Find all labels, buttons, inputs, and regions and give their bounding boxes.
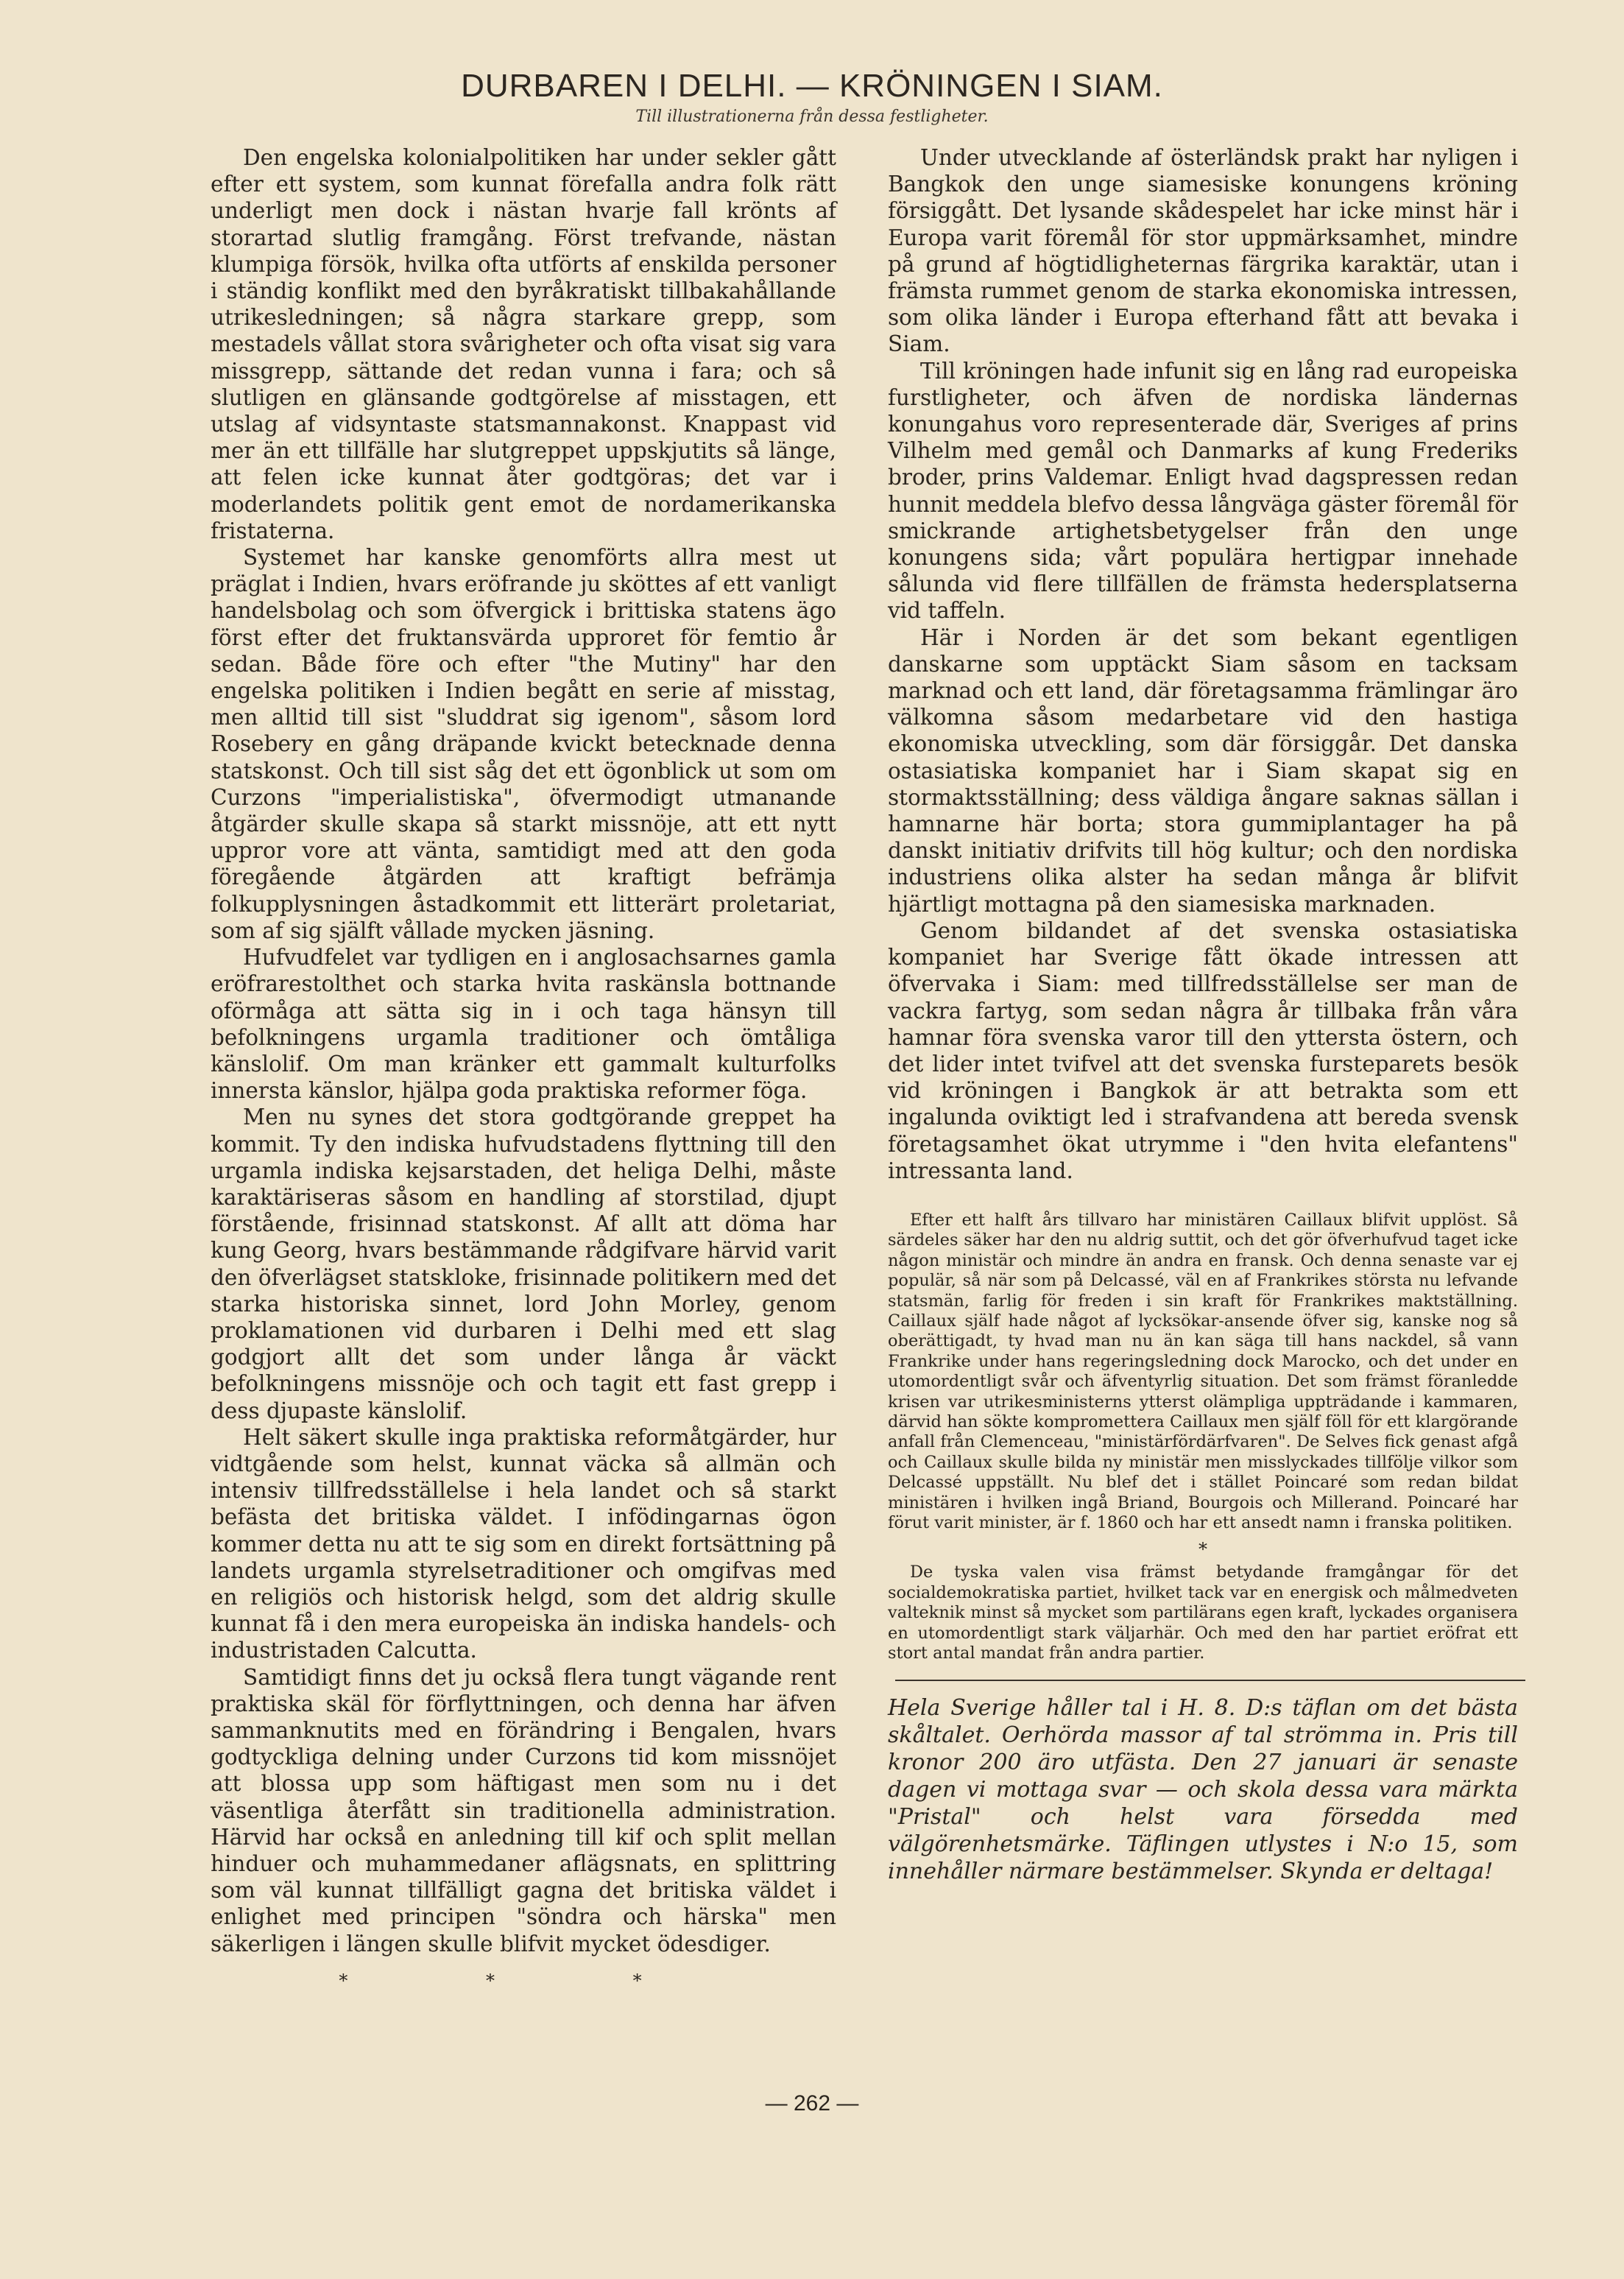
right-paragraph-3: Här i Norden är det som bekant egentligen danskarne som upptäckt Siam såsom en tacksam marknad och ett land, där företagsamma främlingar äro välkomna såsom medarbetare vid den hastiga ekonomiska utveckling, som där försiggår. Det danska ostasiatiska kompaniet har i Siam skapat sig en stormaktsställning; dess väldiga ångare saknas sällan i hamnarne här borta; stora gummiplantager ha på danskt initiativ drifvits till hög kultur; och den nordiska industriens olika alster ha sedan många år blifvit hjärtligt mottagna på den siamesiska marknaden. (888, 624, 1518, 917)
left-paragraph-3: Hufvudfelet var tydligen en i anglosachsarnes gamla eröfrarestolthet och starka hvita raskänsla bottnande oförmåga att sätta sig in i och taga hänsyn till befolkningens urgamla traditioner och ömtåliga känslolif. Om man kränker ett gammalt kulturfolks innersta känslor, hjälpa goda praktiska reformer föga. (211, 945, 836, 1104)
divider-rule (895, 1680, 1525, 1681)
left-paragraph-5: Helt säkert skulle inga praktiska reformåtgärder, hur vidtgående som helst, kunnat väcka så allmän och intensiv tillfredsställelse i hela landet och så starkt befästa det britiska väldet. I infödingarnas ögon kommer detta nu att te sig som en direkt fortsättning på landets urgamla styrelsetraditioner och omgifvas med en religiös och historisk helgd, som det aldrig skulle kunnat få i den mera europeiska än indiska handels- och industristaden Calcutta. (211, 1424, 836, 1663)
right-paragraph-2: Till kröningen hade infunit sig en lång rad europeiska furstligheter, och äfven de nordiska ländernas konungahus voro representerade där, Sveriges af prins Vilhelm med gemål och Danmarks af kung Frederiks broder, prins Valdemar. Enligt hvad dagspressen redan hunnit meddela blefvo dessa långväga gäster föremål för smickrande artighetsbetygelser från den unge konungens sida; vårt populära hertigpar innehade sålunda vid flere tillfällen de främsta hedersplatserna vid taffeln. (888, 358, 1518, 624)
left-paragraph-4: Men nu synes det stora godtgörande greppet ha kommit. Ty den indiska hufvudstadens flyttning till den urgamla indiska kejsarstaden, det heliga Delhi, måste karaktäriseras såsom en handling af storstilad, djupt förstående, frisinnad statskonst. Af allt att döma har kung Georg, hvars bestämmande rådgifvare härvid varit den öfverlägset statskloke, frisinnade politikern med det starka historiska sinnet, lord John Morley, genom proklamationen vid durbaren i Delhi med ett slag godgjort allt det som under långa år väckt befolkningens missnöje och och tagit ett fast grepp i dess djupaste känslolif. (211, 1105, 836, 1423)
note-german-elections: De tyska valen visa främst betydande framgångar för det socialdemokratiska partiet, hvilket tack var en energisk och målmedveten valteknik minst så mycket som partilärans egen kraft, lyckades organisera en utomordentligt stark väljarhär. Och med den har partiet eröfrat ett stort antal mandat från andra partier. (888, 1563, 1518, 1663)
note-caillaux: Efter ett halft års tillvaro har ministären Caillaux blifvit upplöst. Så särdeles säker har den nu aldrig suttit, och det gör öfverhufvud taget icke någon ministär och mindre än andra en fransk. Och denna senaste var ej populär, så när som på Delcassé, väl en af Frankrikes största nu lefvande statsmän, farlig för freden i sin kraft för Frankrikes maktställning. Caillaux själf hade något af lycksökar-ansende öfver sig, kanske nog så oberättigadt, ty hvad man nu än kan säga till hans nackdel, så vann Frankrike under hans regeringsledning dock Marocko, och det under en utomordentligt svår och äfventyrlig situation. Det som främst föranledde krisen var utrikesministerns ytterst olämpliga uppträdande i kammaren, därvid han sökte kompromettera Caillaux men själf föll för ett klargörande anfall från Clemenceau, "ministärfördärfvaren". De Selves fick genast afgå och Caillaux skulle bilda ny ministär men misslyckades tillfölje vilkor som Delcassé uppställt. Nu blef det i stället Poincaré som redan bildat ministären i hvilken ingå Briand, Bourgois och Millerand. Poincaré har förut varit minister, är f. 1860 och har ett ansedt namn i franska politiken. (888, 1210, 1518, 1533)
left-column (211, 144, 836, 1991)
section-separator: * * * (339, 1970, 708, 1991)
note-separator: * (1198, 1539, 1207, 1560)
news-notes (888, 1211, 1518, 1664)
page-number: — 262 — (765, 2091, 859, 2116)
left-paragraph-1: Den engelska kolonialpolitiken har under sekler gått efter ett system, som kunnat förefalla andra folk rätt underligt men dock i nästan hvarje fall krönts af storartad slutlig framgång. Först trefvande, nästan klumpiga försök, hvilka ofta utförts af enskilda personer i ständig konflikt med den byråkratiskt tillbakahållande utrikesledningen; så några starkare grepp, som mestadels vållat stora svårigheter och ofta visat sig vara missgrepp, sättande det redan vunna i fara; och så slutligen en glänsande godtgörelse af misstagen, ett utslag af vidsyntaste statsmannakonst. Knappast vid mer än ett tillfälle har slutgreppet uppskjutits så länge, att felen icke kunnat åter godtgöras; det var i moderlandets politik gent emot de nordamerikanska fristaterna. (211, 145, 836, 543)
right-paragraph-4: Genom bildandet af det svenska ostasiatiska kompaniet har Sverige fått ökade intressen att öfvervaka i Siam: med tillfredsställelse ser man de vackra fartyg, som sedan några år tillbaka från våra hamnar föra svenska varor till den yttersta östern, och det lider intet tvifvel att det svenska fursteparets besök vid kröningen i Bangkok är att betrakta som ett ingalunda oviktigt led i strafvandena att bereda svensk företagsamhet ökat utrymme i "den hvita elefantens" intressanta land. (888, 917, 1518, 1183)
contest-text: Hela Sverige håller tal i H. 8. D:s täflan om det bästa skåltalet. Oerhörda massor af tal strömma in. Pris till kronor 200 äro utfästa. Den 27 januari är senaste dagen vi mottaga svar — och skola dessa vara märkta "Pristal" och helst vara försedda med välgörenhetsmärke. Täflingen utlystes i N:o 15, som innehåller närmare bestämmelser. Skynda er deltaga! (888, 1695, 1518, 1885)
left-paragraph-6: Samtidigt finns det ju också flera tungt vägande rent praktiska skäl för förflyttningen, och denna har äfven sammanknutits med en förändring i Bengalen, hvars godtyckliga delning under Curzons tid kom missnöjet att blossa upp som häftigast men som nu i det väsentliga återfått sin traditionella administration. Härvid har också en anledning till kif och split mellan hinduer och muhammedaner aflägsnats, en splittring som väl kunnat tillfälligt gagna det britiska väldet i enlighet med principen "söndra och härska" men säkerligen i längen skulle blifvit mycket ödesdiger. (211, 1664, 836, 1956)
right-column (888, 144, 1518, 1885)
left-paragraph-2: Systemet har kanske genomförts allra mest ut präglat i Indien, hvars eröfrande ju sköttes af ett vanligt handelsbolag och som öfvergick i brittiska statens ägo först efter det fruktansvärda upproret för femtio år sedan. Både före och efter "the Mutiny" har den engelska politiken i Indien begått en serie af misstag, men alltid till sist "sluddrat sig igenom", såsom lord Rosebery en gång dräpande kvickt betecknade denna statskonst. Och till sist såg det ett ögonblick ut som om Curzons "imperialistiska", öfvermodigt utmanande åtgärder skulle skapa så starkt missnöje, att ett nytt uppror vore att vänta, samtidigt med att den goda föregående åtgärden att kraftigt befrämja folkupplysningen åstadkommit ett litterärt proletariat, som af sig själft vållade mycken jäsning. (211, 545, 836, 943)
contest-announcement (888, 1694, 1518, 1885)
page-title: DURBAREN I DELHI. — KRÖNINGEN I SIAM. (461, 68, 1163, 104)
right-paragraph-1: Under utvecklande af österländsk prakt har nyligen i Bangkok den unge siamesiske konungens kröning försiggått. Det lysande skådespelet har icke minst här i Europa varit föremål för stor uppmärksamhet, mindre på grund af högtidligheternas färgrika karaktär, utan i främsta rummet genom de starka ekonomiska intressen, som olika länder i Europa efterhand fått att bevaka i Siam. (888, 145, 1518, 357)
page-subtitle: Till illustrationerna från dessa festligheter. (635, 108, 989, 126)
